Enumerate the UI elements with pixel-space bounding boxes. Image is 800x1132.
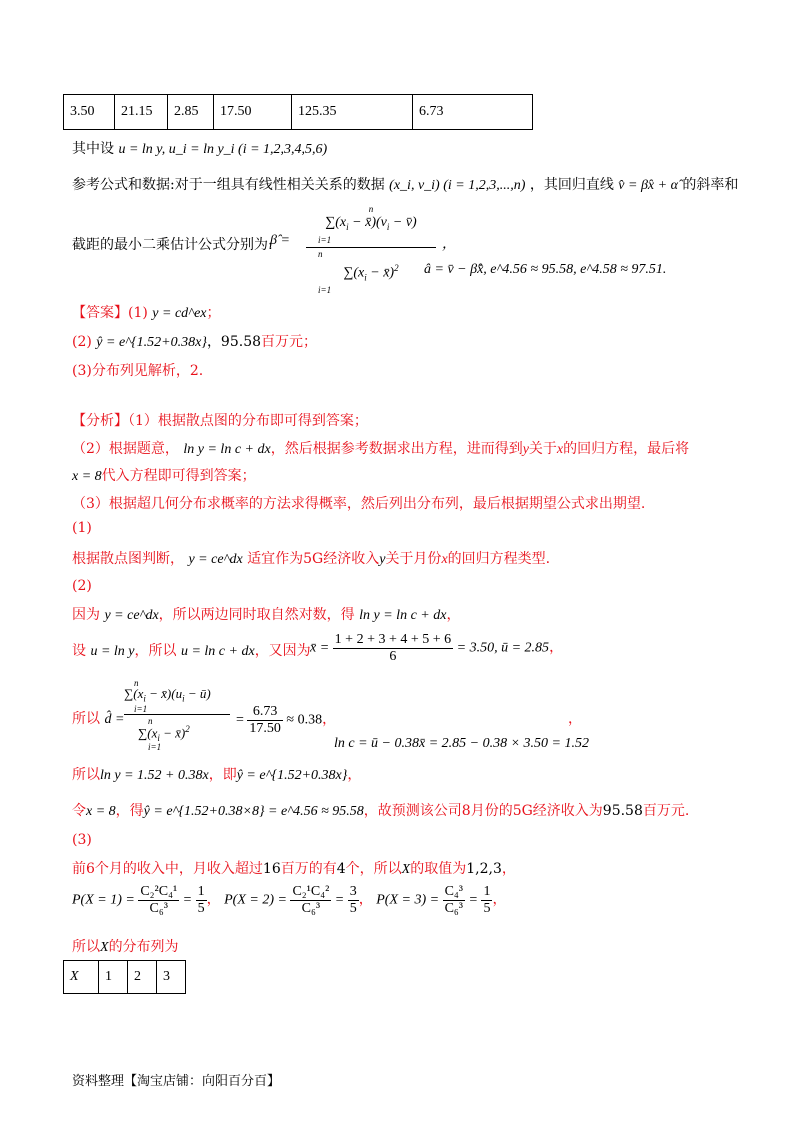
numerator: C₂²C₄¹ (140, 884, 178, 899)
text: 根据散点图判断， (72, 551, 184, 567)
sol3-line-1 (72, 858, 516, 878)
numerator: 6.73 (247, 704, 283, 721)
math: ln y = 1.52 + 0.38x (100, 768, 209, 783)
value: 4 (336, 861, 346, 877)
text: 的分布列为 (108, 939, 179, 955)
analysis-line-4: （3）根据超几何分布求概率的方法求得概率，然后列出分布列，最后根据期望公式求出期望. (72, 496, 646, 512)
text: ， (358, 892, 373, 908)
answer-line-3: (3)分布列见解析，2. (72, 363, 204, 379)
math-var: y (522, 442, 529, 457)
text: 百万的有 (280, 861, 337, 877)
text: 百万元； (261, 334, 318, 350)
text: 百万元. (642, 803, 690, 819)
value: 95.58 (602, 803, 643, 819)
value: 16 (262, 861, 281, 877)
analysis-line-1 (72, 410, 368, 430)
fraction (348, 884, 359, 917)
math-var: x (556, 442, 564, 457)
table-cell: 3.50 (64, 95, 115, 130)
table-cell: 17.50 (214, 95, 292, 130)
numerator: C₂¹C₄² (292, 884, 330, 899)
table-cell: 6.73 (413, 95, 533, 130)
sol2-line-2 (72, 640, 311, 660)
text: 所以 (72, 767, 100, 783)
distribution-heading (72, 936, 179, 956)
denominator: 17.50 (249, 721, 281, 736)
denominator: C₆³ (301, 901, 321, 916)
math-regression-line: v̂ = β̂x + α̂ (618, 178, 678, 193)
analysis-line-2 (72, 438, 689, 458)
sol2-line-3-label (72, 708, 124, 728)
probability-line: P(X = 1) = $\frac{\text{C₂²C₄¹}}{\text{C₆³}}$ = $\frac{1}{5}$ ， P(X = 2) = $\frac{\text{C₂¹C₄²}}{\text{C₆³}}$ = $\frac{3}{5}$ ， P(X = 3) = $\frac{\text{C₄³}}{\text{C₆³}}$ = $\frac{1}{5}$ ， (72, 884, 507, 916)
analysis-line-3 (72, 465, 256, 485)
text: ，95.58 (206, 334, 262, 350)
text: 所以 (72, 711, 100, 727)
text: 设 (72, 643, 86, 659)
sol2-label: (2) (72, 578, 92, 594)
text: ， (501, 861, 516, 877)
denominator: 5 (197, 901, 205, 916)
numerator: 1 (197, 884, 205, 899)
distribution-table (63, 960, 186, 994)
answer-tag: 【答案】 (72, 305, 128, 321)
table-cell: 125.35 (292, 95, 413, 130)
table-cell: 21.15 (115, 95, 168, 130)
text: 参考公式和数据:对于一组具有线性相关关系的数据 (72, 177, 385, 193)
fraction (443, 884, 465, 917)
answer-line-1 (72, 302, 221, 322)
xbar-formula (310, 632, 563, 665)
table-row (64, 95, 533, 130)
math: y = ce^dx (188, 552, 243, 567)
table-row (64, 961, 186, 994)
text: ，所以 (134, 643, 177, 659)
text: 的回归方程，最后将 (563, 441, 690, 457)
fraction (290, 884, 331, 917)
math: ≈ 0.38 (286, 712, 323, 728)
analysis-tag: 【分析】 (72, 413, 128, 429)
math: = 3.50, ū = 2.85 (456, 640, 550, 656)
text: 所以 (72, 939, 100, 955)
text: （2）根据题意， (72, 441, 179, 457)
denominator: 5 (349, 901, 357, 916)
value: 1,2,3 (466, 861, 502, 877)
d-hat-value: = $\frac{6.73}{17.50}$ ≈ 0.38， (236, 704, 337, 736)
text: 适宜作为5G经济收入 (247, 551, 380, 567)
table-cell: 1 (99, 961, 128, 994)
table-cell: X (64, 961, 99, 994)
text: 关于月份 (385, 551, 442, 567)
math-data: (x_i, v_i) (i = 1,2,3,...,n) (389, 178, 526, 193)
answer-line-2 (72, 331, 317, 351)
text: (2) (72, 334, 92, 350)
numerator: 1 (483, 884, 491, 899)
ln-c-formula: ln c = ū − 0.38x̄ = 2.85 − 0.38 × 3.50 = 1.52 (334, 736, 590, 751)
fraction (196, 884, 207, 917)
text: ， (322, 712, 337, 728)
text: ， (492, 892, 507, 908)
denominator: 6 (389, 649, 397, 664)
text: ， (206, 892, 221, 908)
sol2-line-5 (72, 800, 689, 820)
math: x = 8 (72, 469, 102, 484)
math: P(X = 3) = (376, 892, 440, 908)
text: 其中设 (72, 141, 114, 157)
math: ln y = ln c + dx (183, 442, 271, 457)
text: ，故预测该公司8月份的5G经济收入为 (363, 803, 603, 819)
math-definition: u = ln y, u_i = ln y_i (i = 1,2,3,4,5,6) (118, 142, 328, 157)
footer: 资料整理【淘宝店铺：向阳百分百】 (72, 1074, 281, 1089)
reference-line (72, 174, 738, 194)
text: 前6个月的收入中，月收入超过 (72, 861, 263, 877)
text: 代入方程即可得到答案； (101, 468, 256, 484)
sol1-line (72, 548, 550, 568)
text: 的回归方程类型. (447, 551, 551, 567)
fraction (481, 884, 492, 917)
text: 令 (72, 803, 86, 819)
text: ； (206, 305, 221, 321)
math: u = ln y (90, 644, 135, 659)
fraction (247, 704, 283, 737)
text: 的取值为 (410, 861, 467, 877)
fraction (138, 884, 179, 917)
text: ， (347, 767, 362, 783)
math: ŷ = e^{1.52+0.38×8} = e^4.56 ≈ 95.58 (143, 804, 364, 819)
text: ， (446, 607, 461, 623)
math-answer-2: ŷ = e^{1.52+0.38x} (96, 335, 207, 350)
numerator: C₄³ (444, 884, 463, 899)
text: ， (549, 640, 564, 656)
math-var: X (401, 862, 411, 877)
sol2-line-4 (72, 764, 361, 784)
text: 关于 (528, 441, 557, 457)
denominator: C₆³ (149, 901, 168, 916)
math: x = 8 (86, 804, 116, 819)
text: ，其回归直线 (529, 177, 614, 193)
sol3-label: (3) (72, 832, 92, 848)
math: ŷ = e^{1.52+0.38x} (236, 768, 348, 783)
text: ，得 (115, 803, 144, 819)
text: 的斜率和 (682, 177, 739, 193)
math: ln y = ln c + dx (359, 608, 447, 623)
text: 因为 (72, 607, 100, 623)
text: ，所以两边同时取自然对数，得 (158, 607, 355, 623)
numerator: 1 + 2 + 3 + 4 + 5 + 6 (334, 632, 452, 647)
math: u = ln c + dx (180, 644, 255, 659)
table-cell: 2 (128, 961, 157, 994)
text: （1）根据散点图的分布即可得到答案； (128, 413, 368, 429)
math: P(X = 2) = (224, 892, 287, 908)
text: 截距的最小二乘估计公式分别为: (72, 237, 273, 253)
sol1-label: (1) (72, 520, 92, 536)
math: y = ce^dx (104, 608, 159, 623)
least-squares-label (72, 234, 273, 254)
text: (1) (128, 305, 148, 321)
numerator: 3 (349, 884, 357, 899)
text: ，即 (208, 767, 237, 783)
data-table (63, 94, 533, 130)
definition-line (72, 138, 327, 158)
fraction (333, 632, 453, 665)
alpha-hat-formula: â = v̄ − β̂x̄, e^4.56 ≈ 95.58, e^4.58 ≈ 97.51. (424, 262, 667, 277)
text: 个，所以 (345, 861, 402, 877)
math: P(X = 1) = (72, 892, 135, 908)
text: ，又因为 (254, 643, 311, 659)
denominator: C₆³ (444, 901, 463, 916)
math-var: X (100, 940, 109, 955)
table-cell: 3 (157, 961, 186, 994)
comma: ， (568, 711, 582, 727)
denominator: 5 (483, 901, 491, 916)
math-var: x (441, 552, 448, 567)
math: x̄ = (310, 640, 330, 656)
text: ，然后根据参考数据求出方程，进而得到 (270, 441, 523, 457)
table-cell: 2.85 (168, 95, 214, 130)
math-var: y (379, 552, 386, 567)
math: d̂ = (104, 712, 125, 727)
sol2-line-1 (72, 604, 460, 624)
math-answer-1: y = cd^ex (152, 306, 207, 321)
